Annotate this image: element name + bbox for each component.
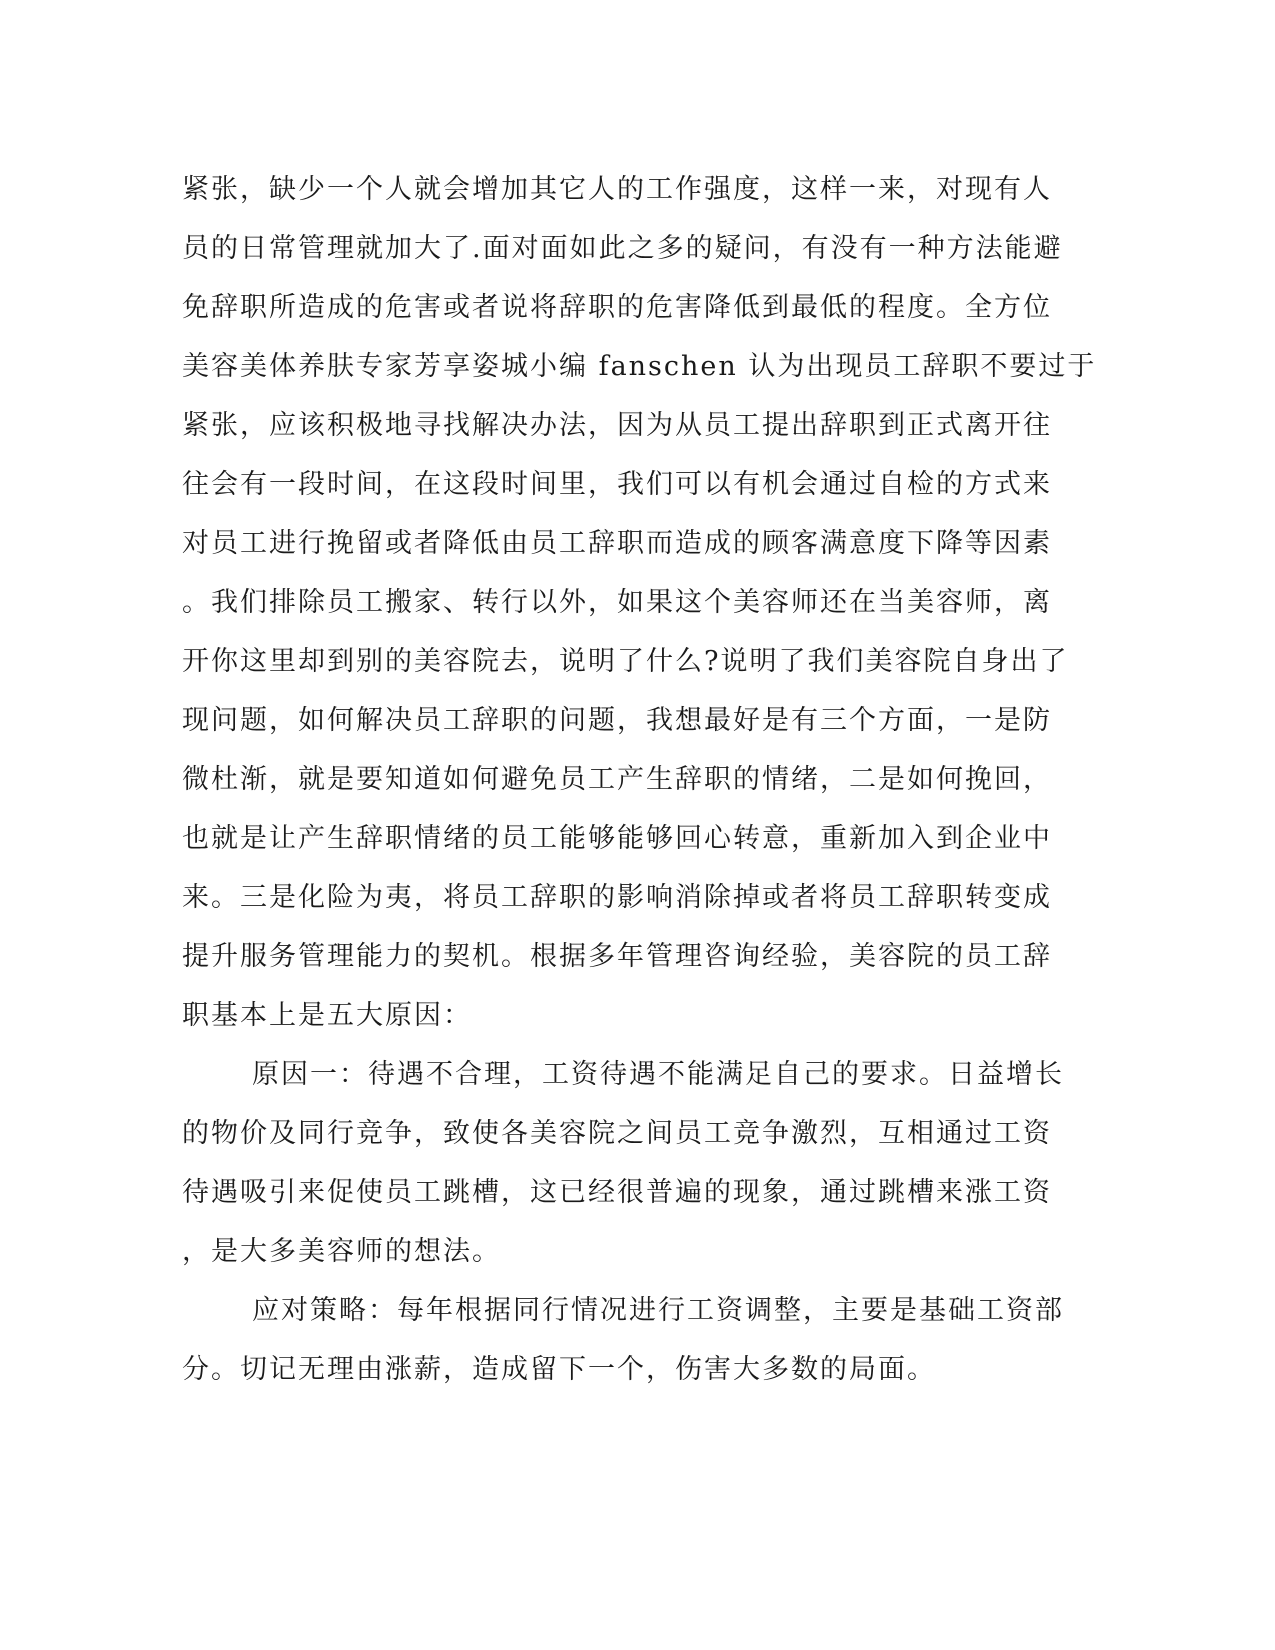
text-line: 。我们排除员工搬家、转行以外，如果这个美容师还在当美容师，离	[182, 587, 1052, 618]
text-line: 微杜渐，就是要知道如何避免员工产生辞职的情绪，二是如何挽回，	[182, 764, 1052, 795]
text-line: 现问题，如何解决员工辞职的问题，我想最好是有三个方面，一是防	[182, 705, 1052, 736]
text-line: 往会有一段时间，在这段时间里，我们可以有机会通过自检的方式来	[182, 469, 1052, 500]
document-body	[182, 160, 1097, 1399]
text-line: 来。三是化险为夷，将员工辞职的影响消除掉或者将员工辞职转变成	[182, 882, 1052, 913]
paragraph-first-line: 原因一：待遇不合理，工资待遇不能满足自己的要求。日益增长	[252, 1059, 1064, 1090]
text-line: 的物价及同行竞争，致使各美容院之间员工竞争激烈，互相通过工资	[182, 1118, 1052, 1149]
text-line: 职基本上是五大原因：	[182, 1000, 472, 1031]
text-line: 分。切记无理由涨薪，造成留下一个，伤害大多数的局面。	[182, 1354, 936, 1385]
text-line: 美容美体养肤专家芳享姿城小编 fanschen 认为出现员工辞职不要过于	[182, 351, 1097, 382]
text-line: 紧张，缺少一个人就会增加其它人的工作强度，这样一来，对现有人	[182, 174, 1052, 205]
text-line: ，是大多美容师的想法。	[182, 1236, 501, 1267]
text-line: 开你这里却到别的美容院去，说明了什么?说明了我们美容院自身出了	[182, 646, 1069, 677]
text-line: 免辞职所造成的危害或者说将辞职的危害降低到最低的程度。全方位	[182, 292, 1052, 323]
text-line: 员的日常管理就加大了.面对面如此之多的疑问，有没有一种方法能避	[182, 233, 1063, 264]
text-line: 紧张，应该积极地寻找解决办法，因为从员工提出辞职到正式离开往	[182, 410, 1052, 441]
text-line: 也就是让产生辞职情绪的员工能够能够回心转意，重新加入到企业中	[182, 823, 1052, 854]
text-line: 待遇吸引来促使员工跳槽，这已经很普遍的现象，通过跳槽来涨工资	[182, 1177, 1052, 1208]
paragraph-first-line: 应对策略：每年根据同行情况进行工资调整，主要是基础工资部	[252, 1295, 1064, 1326]
text-line: 提升服务管理能力的契机。根据多年管理咨询经验，美容院的员工辞	[182, 941, 1052, 972]
text-line: 对员工进行挽留或者降低由员工辞职而造成的顾客满意度下降等因素	[182, 528, 1052, 559]
